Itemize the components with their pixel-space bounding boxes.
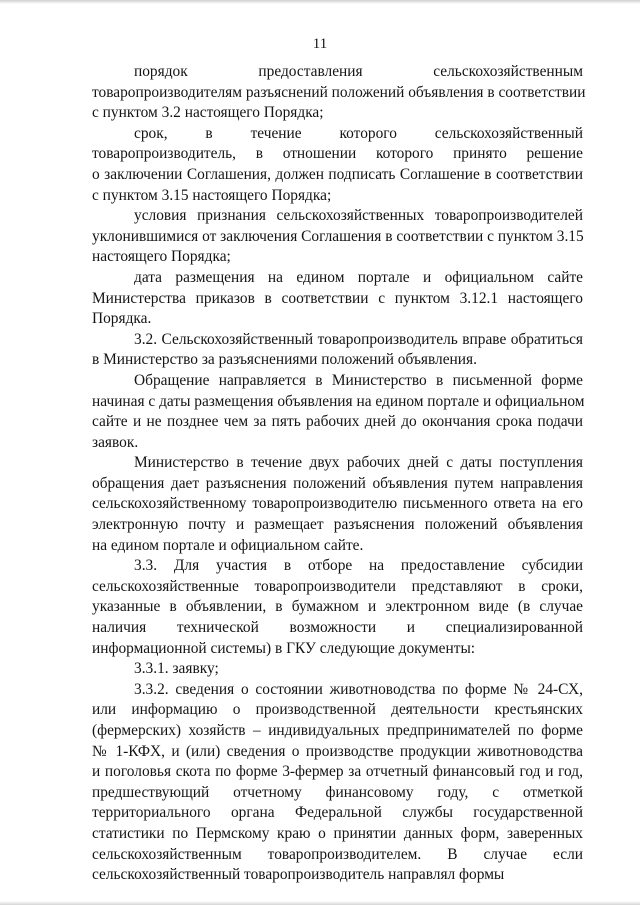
text-line: обращения дает разъяснения положений объявления путем направления	[92, 474, 583, 492]
scan-edge-bottom	[0, 901, 640, 905]
text-line: или информацию о производственной деятельности крестьянских	[92, 701, 583, 719]
paragraph	[92, 556, 583, 659]
paragraph	[92, 371, 583, 453]
text-line: Обращение направляется в Министерство в письменной форме	[134, 371, 583, 389]
paragraph	[92, 680, 583, 886]
text-line: указанные в объявлении, в бумажном и электронном виде (в случае	[92, 598, 583, 616]
text-line: электронную почту и размещает разъяснения положений объявления	[92, 516, 583, 534]
text-line: Министерства приказов в соответствии с пунктом 3.12.1 настоящего	[92, 289, 583, 307]
paragraph	[92, 453, 583, 556]
text-line: условия признания сельскохозяйственных товаропроизводителей	[134, 207, 583, 225]
paragraph	[92, 206, 583, 268]
text-line: сельскохозяйственный товаропроизводитель направлял формы	[92, 866, 505, 884]
text-line: товаропроизводителям разъяснений положений объявления в соответствии	[92, 83, 586, 101]
document-body	[92, 62, 586, 886]
text-line: срок, в течение которого сельскохозяйственный	[134, 124, 583, 142]
text-line: о заключении Соглашения, должен подписать Соглашение в соответствии	[92, 165, 583, 183]
text-line: уклонившимися от заключения Соглашения в соответствии с пунктом 3.15	[92, 227, 584, 245]
text-line: сельскохозяйственные товаропроизводители представляют в сроки,	[92, 577, 583, 595]
text-line: дата размещения на едином портале и официальном сайте	[134, 268, 583, 286]
page-number: 11	[312, 36, 328, 52]
text-line: территориального органа Федеральной службы государственной	[92, 804, 583, 822]
text-line: предшествующий отчетному финансовому году, с отметкой	[92, 783, 583, 801]
text-line: начиная с даты размещения объявления на едином портале и официальном	[92, 392, 585, 410]
text-line: в Министерство за разъяснениями положений объявления.	[92, 351, 477, 369]
text-line: на едином портале и официальном сайте.	[92, 536, 364, 554]
text-line: статистики по Пермскому краю о принятии данных форм, заверенных	[92, 824, 583, 842]
scan-edge-top	[0, 0, 640, 4]
text-line: сельскохозяйственному товаропроизводителю письменного ответа на его	[92, 495, 583, 513]
paragraph	[92, 124, 583, 206]
paragraph	[92, 62, 586, 124]
paragraph	[92, 330, 583, 371]
text-line: 3.3. Для участия в отборе на предоставление субсидии	[134, 557, 583, 575]
text-line: с пунктом 3.15 настоящего Порядка;	[92, 186, 332, 204]
text-line: наличия технической возможности и специализированной	[92, 619, 583, 637]
text-line: 3.3.2. сведения о состоянии животноводства по форме № 24-СХ,	[134, 680, 583, 698]
text-line: информационной системы) в ГКУ следующие документы:	[92, 639, 476, 657]
paragraph	[92, 268, 583, 330]
text-line: Порядка.	[92, 310, 152, 328]
text-line: сайте и не позднее чем за пять рабочих дней до окончания срока подачи	[92, 413, 583, 431]
text-line: № 1-КФХ, и (или) сведения о производстве продукции животноводства	[92, 742, 583, 760]
text-line: 3.2. Сельскохозяйственный товаропроизводитель вправе обратиться	[134, 330, 583, 348]
text-line: Министерство в течение двух рабочих дней с даты поступления	[134, 454, 583, 472]
text-line: с пунктом 3.2 настоящего Порядка;	[92, 104, 324, 122]
text-line: (фермерских) хозяйств – индивидуальных предпринимателей по форме	[92, 722, 583, 739]
text-line: настоящего Порядка;	[92, 248, 231, 266]
text-line: порядок предоставления сельскохозяйственным	[134, 63, 583, 80]
text-line: сельскохозяйственным товаропроизводителем. В случае если	[92, 845, 583, 863]
text-line: заявок.	[92, 433, 139, 451]
text-line: и поголовья скота по форме 3-фермер за отчетный финансовый год и год,	[92, 763, 583, 781]
text-line: товаропроизводитель, в отношении которого принято решение	[92, 145, 583, 163]
paragraph	[92, 659, 583, 680]
text-line: 3.3.1. заявку;	[134, 660, 219, 678]
